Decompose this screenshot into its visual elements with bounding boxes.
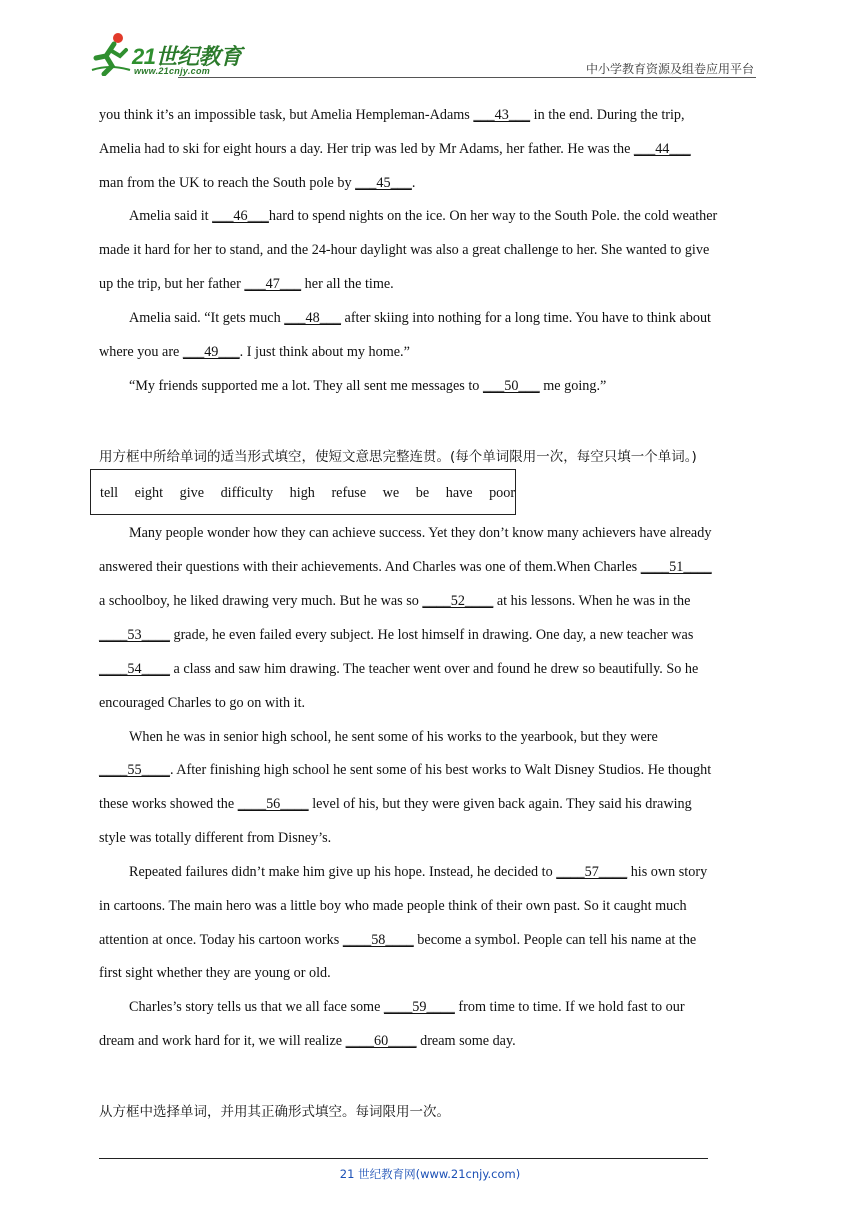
header-divider xyxy=(178,77,756,78)
site-logo[interactable] xyxy=(88,30,268,80)
text-line: Charles’s story tells us that we all face some ____59____ from time to time. If we hold fast to our xyxy=(129,999,685,1015)
blank-45: ___45___ xyxy=(355,175,412,191)
blank-56: ____56____ xyxy=(237,796,309,812)
text-line: first sight whether they are young or old. xyxy=(99,965,331,981)
text-line: Amelia had to ski for eight hours a day. Her trip was led by Mr Adams, her father. He was the ___44___ xyxy=(99,141,691,157)
blank-52: ____52____ xyxy=(422,593,494,609)
text-line: Amelia said it ___46___hard to spend nights on the ice. On her way to the South Pole. the cold weather xyxy=(129,208,718,224)
blank-55: ____55____ xyxy=(99,762,170,778)
word-bank-item: eight xyxy=(134,485,164,501)
blank-60: ____60____ xyxy=(345,1033,417,1049)
logo-brand: 21世纪教育 xyxy=(132,44,242,69)
word-bank-item: poor xyxy=(489,485,516,501)
blank-49: ___49___ xyxy=(182,344,240,360)
blank-51: ____51____ xyxy=(640,559,712,575)
section-instruction: 用方框中所给单词的适当形式填空，使短文意思完整连贯。(每个单词限用一次，每空只填一个单词。) xyxy=(99,449,697,465)
text-line: encouraged Charles to go on with it. xyxy=(99,695,306,711)
blank-47: ___47___ xyxy=(244,276,302,292)
text-line: you think it’s an impossible task, but Amelia Hempleman-Adams ___43___ in the end. During the trip, xyxy=(99,107,685,123)
blank-57: ____57____ xyxy=(556,864,628,880)
text-line: dream and work hard for it, we will realize ____60____ dream some day. xyxy=(99,1033,516,1049)
blank-50: ___50___ xyxy=(482,378,540,394)
word-bank-item: refuse xyxy=(331,485,367,501)
text-line: man from the UK to reach the South pole by ___45___. xyxy=(99,175,416,191)
blank-59: ____59____ xyxy=(383,999,455,1015)
text-line: where you are ___49___. I just think about my home.” xyxy=(99,344,410,360)
word-bank-item: be xyxy=(415,485,430,501)
runner-logo-icon xyxy=(88,30,132,76)
word-bank-item: tell xyxy=(100,485,119,501)
text-line: answered their questions with their achievements. And Charles was one of them.When Charles ____51____ xyxy=(99,559,712,575)
text-line: ____53____ grade, he even failed every subject. He lost himself in drawing. One day, a new teacher was xyxy=(99,627,694,643)
word-bank-item: difficulty xyxy=(220,485,274,501)
text-line: “My friends supported me a lot. They all sent me messages to ___50___ me going.” xyxy=(129,378,607,394)
word-bank-box xyxy=(90,469,516,515)
blank-54: ____54____ xyxy=(99,661,170,677)
text-line: in cartoons. The main hero was a little boy who made people think of their own past. So it caught much xyxy=(99,898,687,914)
blank-48: ___48___ xyxy=(284,310,341,326)
text-line: Repeated failures didn’t make him give up his hope. Instead, he decided to ____57____ his own story xyxy=(129,864,708,880)
text-line: attention at once. Today his cartoon works ____58____ become a symbol. People can tell his name at the xyxy=(99,932,697,948)
text-line: ____54____ a class and saw him drawing. The teacher went over and found he drew so beautifully. So he xyxy=(99,661,699,677)
text-line: When he was in senior high school, he sent some of his works to the yearbook, but they were xyxy=(129,729,658,745)
blank-43: ___43___ xyxy=(473,107,531,123)
footer-link[interactable]: 21 世纪教育网(www.21cnjy.com) xyxy=(339,1167,521,1181)
blank-58: ____58____ xyxy=(342,932,414,948)
word-bank-item: we xyxy=(382,485,400,501)
blank-46: ___46___ xyxy=(212,208,269,224)
text-line: up the trip, but her father ___47___ her all the time. xyxy=(99,276,394,292)
word-bank-item: have xyxy=(445,485,473,501)
page-header xyxy=(88,30,756,80)
text-line: made it hard for her to stand, and the 24-hour daylight was also a great challenge to her. She wanted to give xyxy=(99,242,710,258)
word-bank-item: give xyxy=(179,485,205,501)
text-line: Many people wonder how they can achieve success. Yet they don’t know many achievers have already xyxy=(129,525,712,541)
text-line: these works showed the ____56____ level of his, but they were given back again. They said his drawing xyxy=(99,796,692,812)
text-line: a schoolboy, he liked drawing very much. But he was so ____52____ at his lessons. When he was in the xyxy=(99,593,691,609)
text-line: style was totally different from Disney’s. xyxy=(99,830,332,846)
text-line: Amelia said. “It gets much ___48___ after skiing into nothing for a long time. You have to think about xyxy=(129,310,712,326)
blank-44: ___44___ xyxy=(633,141,691,157)
text-line: ____55____. After finishing high school he sent some of his best works to Walt Disney Studios. He thought xyxy=(99,762,712,778)
word-bank xyxy=(100,485,526,502)
section-instruction: 从方框中选择单词，并用其正确形式填空。每词限用一次。 xyxy=(99,1104,450,1120)
site-title: 中小学教育资源及组卷应用平台 xyxy=(585,62,754,76)
word-bank-item: high xyxy=(289,485,315,501)
footer-divider xyxy=(99,1158,708,1159)
logo-url: www.21cnjy.com xyxy=(134,66,211,76)
blank-53: ____53____ xyxy=(99,627,170,643)
